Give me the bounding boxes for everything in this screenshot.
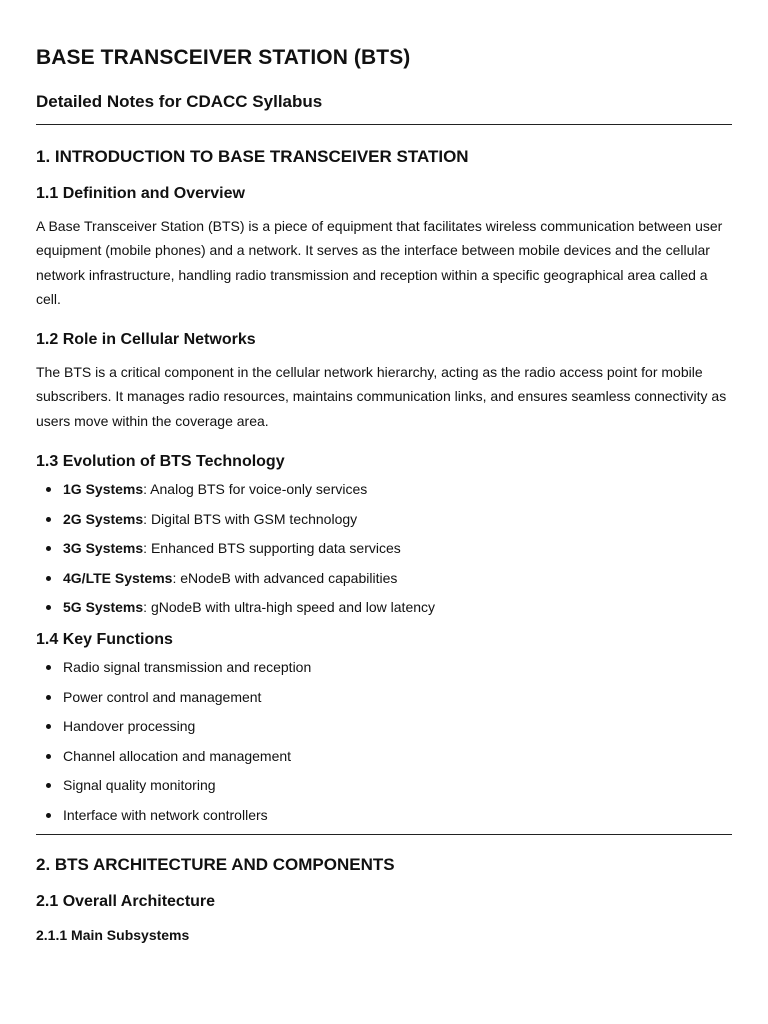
list-item	[36, 568, 732, 588]
list-item-desc: : Digital BTS with GSM technology	[143, 510, 358, 527]
section-1-3-heading: 1.3 Evolution of BTS Technology	[36, 453, 285, 471]
section-2-heading: 2. BTS ARCHITECTURE AND COMPONENTS	[36, 855, 395, 875]
list-item	[36, 538, 732, 558]
document-title: BASE TRANSCEIVER STATION (BTS)	[36, 46, 411, 69]
list-item-term: 3G Systems	[63, 540, 144, 557]
list-item-desc: : Analog BTS for voice-only services	[143, 481, 368, 498]
section-1-1-heading: 1.1 Definition and Overview	[36, 185, 245, 202]
list-item: Signal quality monitoring	[36, 775, 732, 795]
list-item-term: 2G Systems	[63, 510, 144, 527]
list-item	[36, 597, 732, 617]
list-item-desc: : gNodeB with ultra-high speed and low latency	[143, 599, 436, 616]
list-item	[36, 479, 732, 499]
list-item-term: 4G/LTE Systems	[63, 569, 173, 586]
list-item-term: 5G Systems	[63, 599, 144, 616]
section-2-1-1-heading: 2.1.1 Main Subsystems	[36, 927, 190, 944]
divider	[36, 124, 732, 125]
divider	[36, 834, 732, 835]
evolution-list	[36, 479, 732, 617]
section-1-heading: 1. INTRODUCTION TO BASE TRANSCEIVER STATION	[36, 147, 469, 166]
list-item: Radio signal transmission and reception	[36, 657, 732, 677]
list-item: Interface with network controllers	[36, 805, 732, 825]
list-item-desc: : eNodeB with advanced capabilities	[172, 569, 398, 586]
section-1-2-heading: 1.2 Role in Cellular Networks	[36, 331, 256, 349]
section-1-1-paragraph: A Base Transceiver Station (BTS) is a piece of equipment that facilitates wireless communication between user equipment (mobile phones) and a network. It serves as the interface between mobile devices and the cellular network infrastructure, handling radio transmission and reception within a specific geographical area called a cell.	[36, 218, 723, 307]
section-1-4-heading: 1.4 Key Functions	[36, 631, 173, 649]
list-item-term: 1G Systems	[63, 481, 144, 498]
list-item	[36, 509, 732, 529]
section-1-2-paragraph: The BTS is a critical component in the cellular network hierarchy, acting as the radio access point for mobile subscribers. It manages radio resources, maintains communication links, and ensures seamless connectivity as users move within the coverage area.	[36, 364, 727, 429]
list-item: Power control and management	[36, 687, 732, 707]
key-functions-list	[36, 657, 732, 825]
section-2-1-heading: 2.1 Overall Architecture	[36, 893, 216, 911]
list-item: Channel allocation and management	[36, 746, 732, 766]
list-item: Handover processing	[36, 716, 732, 736]
list-item-desc: : Enhanced BTS supporting data services	[143, 540, 401, 557]
document-subtitle: Detailed Notes for CDACC Syllabus	[36, 92, 323, 111]
